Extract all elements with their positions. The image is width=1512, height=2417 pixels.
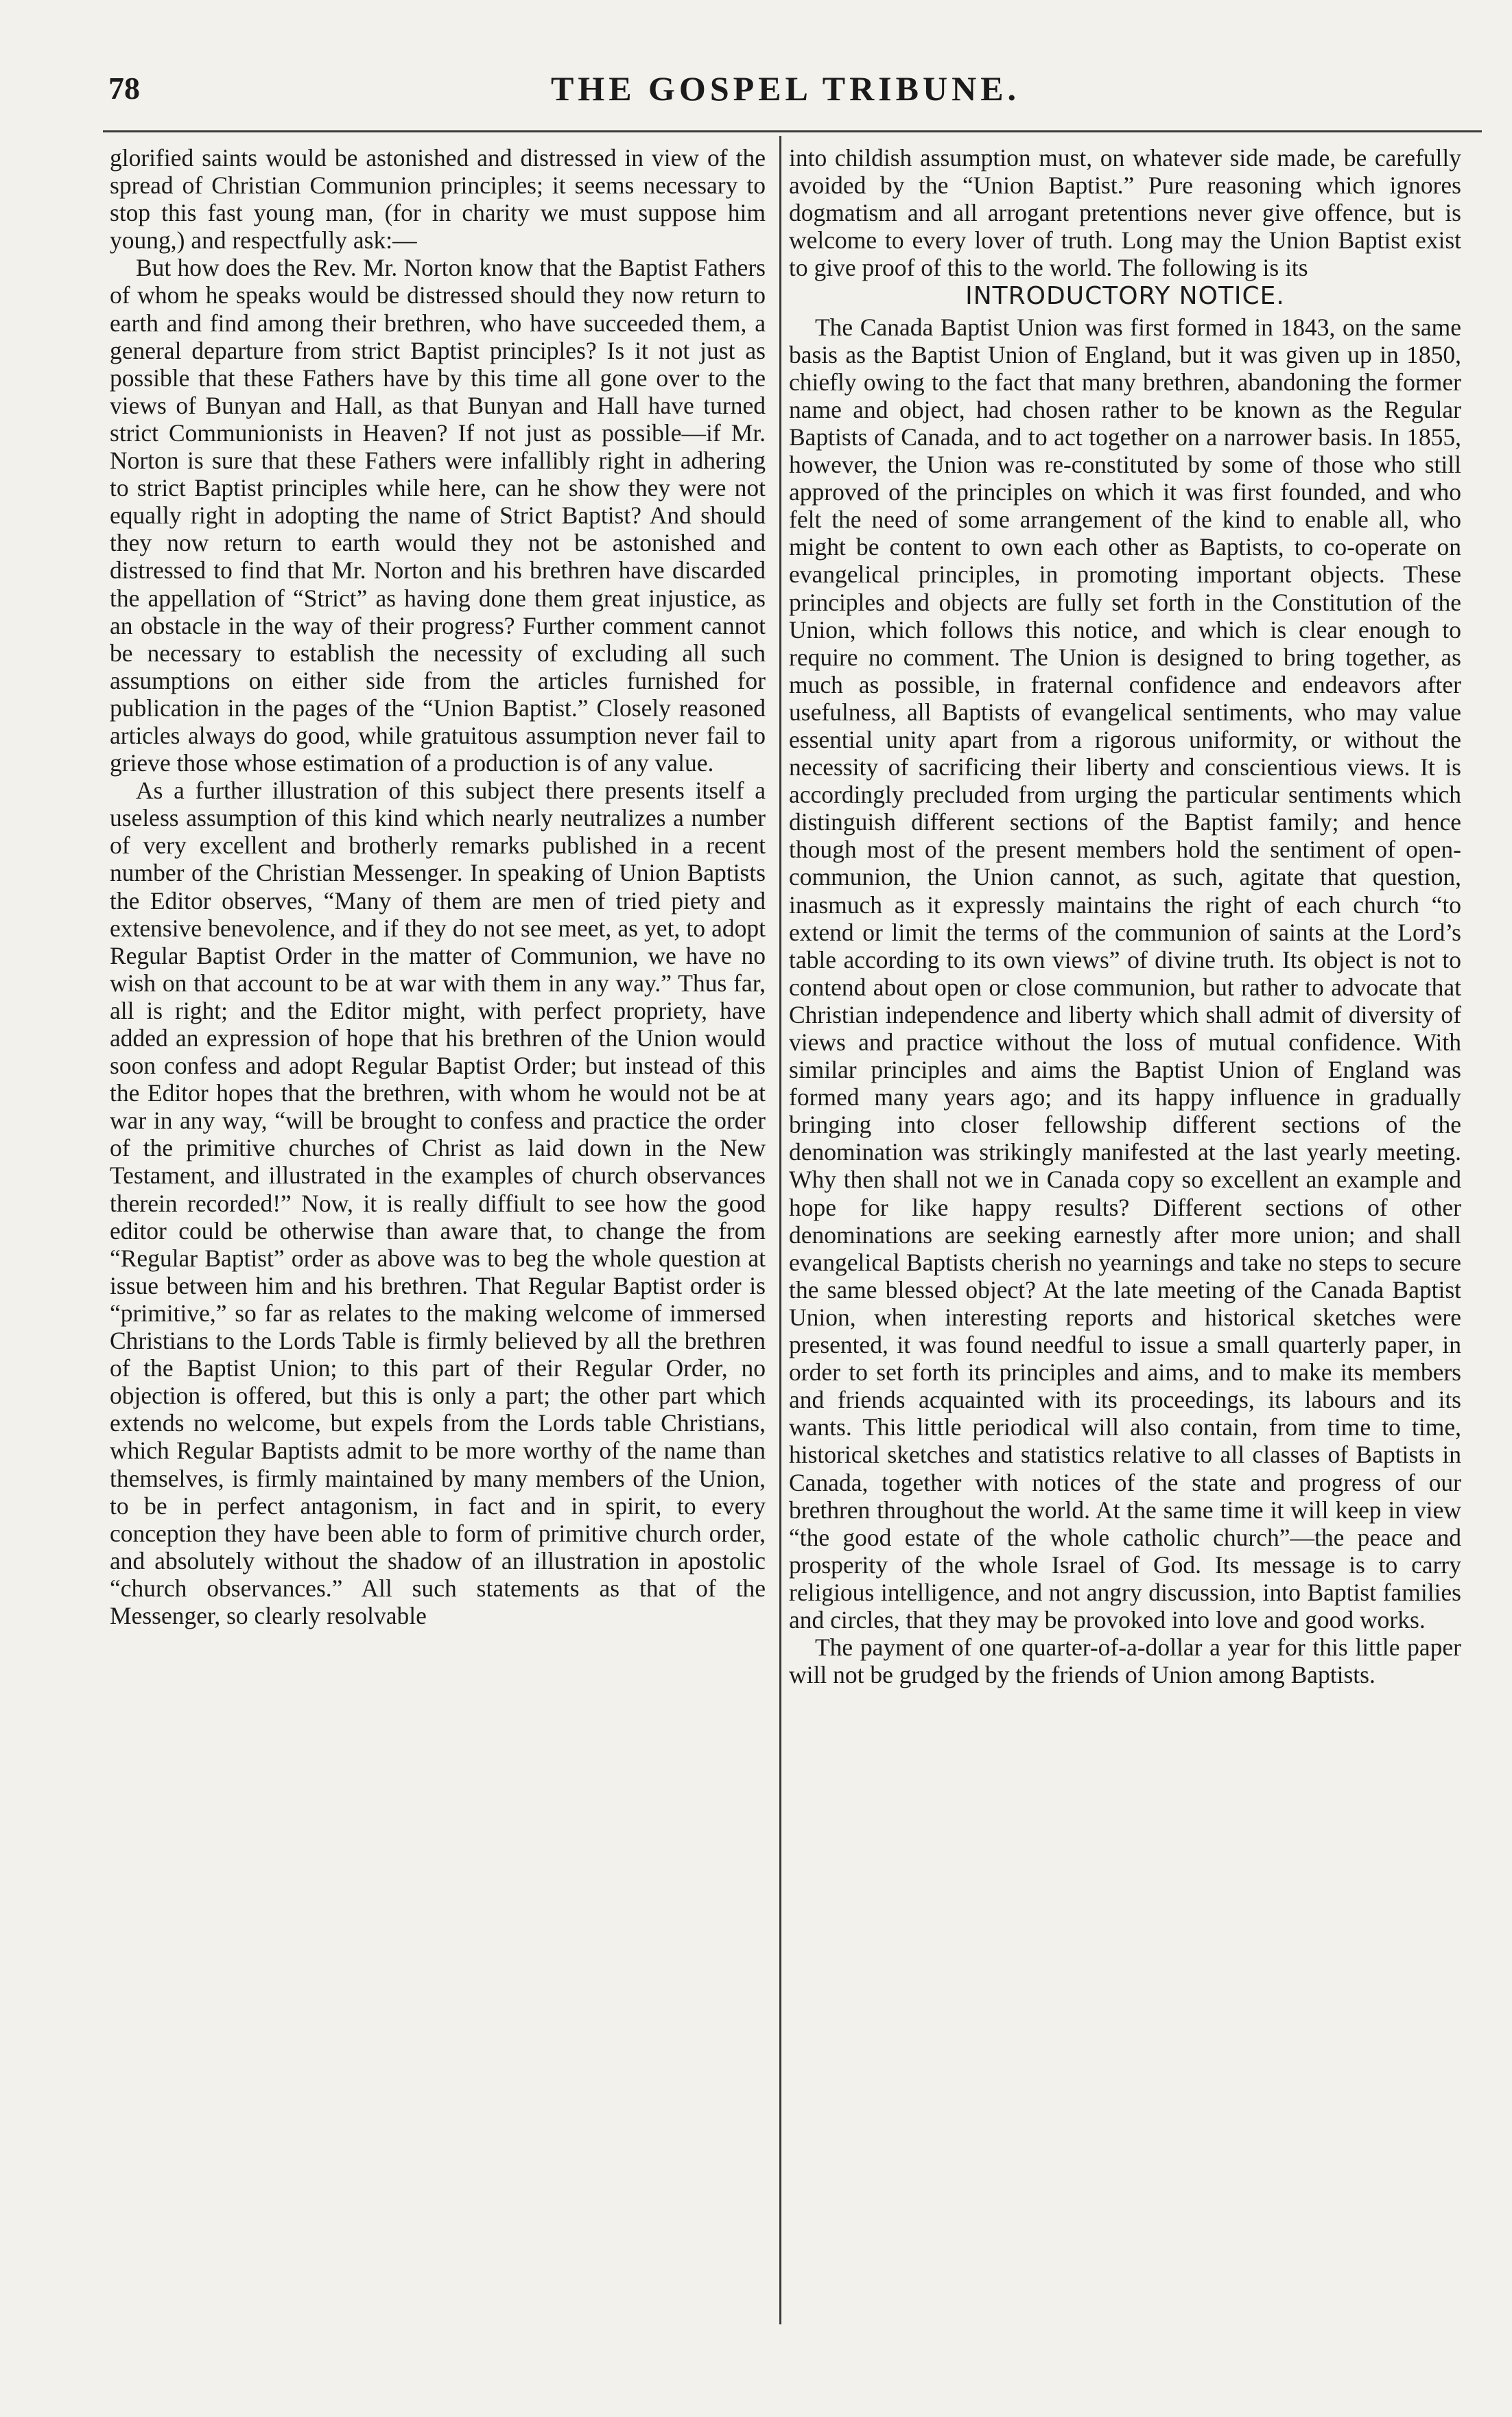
right-paragraph-2: The Canada Baptist Union was first formed in 1843, on the same basis as the Baptist Union of England, but it was given up in 1850, chiefly owing to the fact that many brethren, abandoning the former name and object, had chosen rather to be known as the Regular Baptists of Canada, and to act together on a narrower basis. In 1855, however, the Union was re-constituted by some of those who still approved of the principles on which it was first founded, and who felt the need of some arrangement of the kind to enable all, who might be content to own each other as Baptists, to co-operate on evangelical principles, in promoting important objects. These principles and objects are fully set forth in the Constitution of the Union, which follows this notice, and which is clear enough to require no comment. The Union is designed to bring together, as much as possible, in fraternal confidence and endeavors after usefulness, all Baptists of evangelical sentiments, who may value essential unity apart from a rigorous uniformity, or without the necessity of sacrificing their liberty and conscientious views. It is accordingly precluded from urging the particular sentiments which distinguish different sections of the Baptist family; and hence though most of the present members hold the sentiment of open-communion, the Union cannot, as such, agitate that question, inasmuch as it expressly maintains the right of each church “to extend or limit the terms of the communion of saints at the Lord’s table according to its own views” of divine truth. Its object is not to contend about open or close communion, but rather to advocate that Christian independence and liberty which shall admit of diversity of views and practice without the loss of mutual confidence. With similar principles and aims the Baptist Union of England was formed many years ago; and its happy influence in gradually bringing into closer fellowship different sections of the denomination was strikingly manifested at the last yearly meeting. Why then shall not we in Canada copy so excellent an example and hope for like happy results? Different sections of other denominations are seeking earnestly after more union; and shall evangelical Baptists cherish no yearnings and take no steps to secure the same blessed object? At the late meeting of the Canada Baptist Union, when interesting reports and historical sketches were presented, it was found needful to issue a small quarterly paper, in order to set forth its principles and aims, and to make its members and friends acquainted with its proceedings, its labours and its wants. This little periodical will also contain, from time to time, historical sketches and statistics relative to all classes of Baptists in Canada, together with notices of the state and progress of our brethren throughout the world. At the same time it will keep in view “the good estate of the whole catholic church”—the peace and prosperity of the whole Israel of God. Its message is to carry religious intelligence, and not angry discussion, into Baptist families and circles, that they may be provoked into love and good works. <box>789 313 1461 1634</box>
left-column <box>110 144 766 1629</box>
left-paragraph-2: But how does the Rev. Mr. Norton know that the Baptist Fathers of whom he speaks would be distressed should they now return to earth and find among their brethren, who have succeeded them, a general departure from strict Baptist principles? Is it not just as possible that these Fathers have by this time all gone over to the views of Bunyan and Hall, as that Bunyan and Hall have turned strict Communionists in Heaven? If not just as possible—if Mr. Norton is sure that these Fathers were infallibly right in adhering to strict Baptist principles while here, can he show they were not equally right in adopting the name of Strict Baptist? And should they now return to earth would they not be astonished and distressed to find that Mr. Norton and his brethren have discarded the appellation of “Strict” as having done them great injustice, as an obstacle in the way of their progress? Further comment cannot be necessary to establish the necessity of excluding all such assumptions on either side from the articles furnished for publication in the pages of the “Union Baptist.” Closely reasoned articles always do good, while gratuitous assumption never fail to grieve those whose estimation of a production is of any value. <box>110 254 766 777</box>
right-column <box>789 144 1461 1688</box>
section-heading: INTRODUCTORY NOTICE. <box>965 282 1285 311</box>
right-paragraph-3: The payment of one quarter-of-a-dollar a year for this little paper will not be grudged by the friends of Union among Baptists. <box>789 1634 1461 1689</box>
running-title: THE GOSPEL TRIBUNE. <box>550 69 1021 108</box>
column-divider <box>779 136 781 2324</box>
header-rule <box>103 130 1482 132</box>
left-paragraph-3: As a further illustration of this subject there presents itself a useless assumption of this kind which nearly neutralizes a number of very excellent and brotherly remarks published in a recent number of the Christian Messenger. In speaking of Union Baptists the Editor observes, “Many of them are men of tried piety and extensive benevolence, and if they do not see meet, as yet, to adopt Regular Baptist Order in the matter of Communion, we have no wish on that account to be at war with them in any way.” Thus far, all is right; and the Editor might, with perfect propriety, have added an expression of hope that his brethren of the Union would soon confess and adopt Regular Baptist Order; but instead of this the Editor hopes that the brethren, with whom he would not be at war in any way, “will be brought to confess and practice the order of the primitive churches of Christ as laid down in the New Testament, and illustrated in the examples of church observances therein recorded!” Now, it is really diffiult to see how the good editor could be otherwise than aware that, to change the from “Regular Baptist” order as above was to beg the whole question at issue between him and his brethren. That Regular Baptist order is “primitive,” so far as relates to the making welcome of immersed Christians to the Lords Table is firmly believed by all the brethren of the Baptist Union; to this part of their Regular Order, no objection is offered, but this is only a part; the other part which extends no welcome, but expels from the Lords table Christians, which Regular Baptists admit to be more worthy of the name than themselves, is firmly maintained by many members of the Union, to be in perfect antagonism, in fact and in spirit, to every conception they have been able to form of primitive church order, and absolutely without the shadow of an illustration in apostolic “church observances.” All such statements as that of the Messenger, so clearly resolvable <box>110 777 766 1629</box>
left-paragraph-1: glorified saints would be astonished and distressed in view of the spread of Christian Communion principles; it seems necessary to stop this fast young man, (for in charity we must suppose him young,) and respectfully ask:— <box>110 144 766 255</box>
page-header <box>103 63 1468 122</box>
right-paragraph-1: into childish assumption must, on whatever side made, be carefully avoided by the “Union Baptist.” Pure reasoning which ignores dogmatism and all arrogant pretentions never give offence, but is welcome to every lover of truth. Long may the Union Baptist exist to give proof of this to the world. The following is its <box>789 144 1461 282</box>
page-number: 78 <box>108 71 140 106</box>
